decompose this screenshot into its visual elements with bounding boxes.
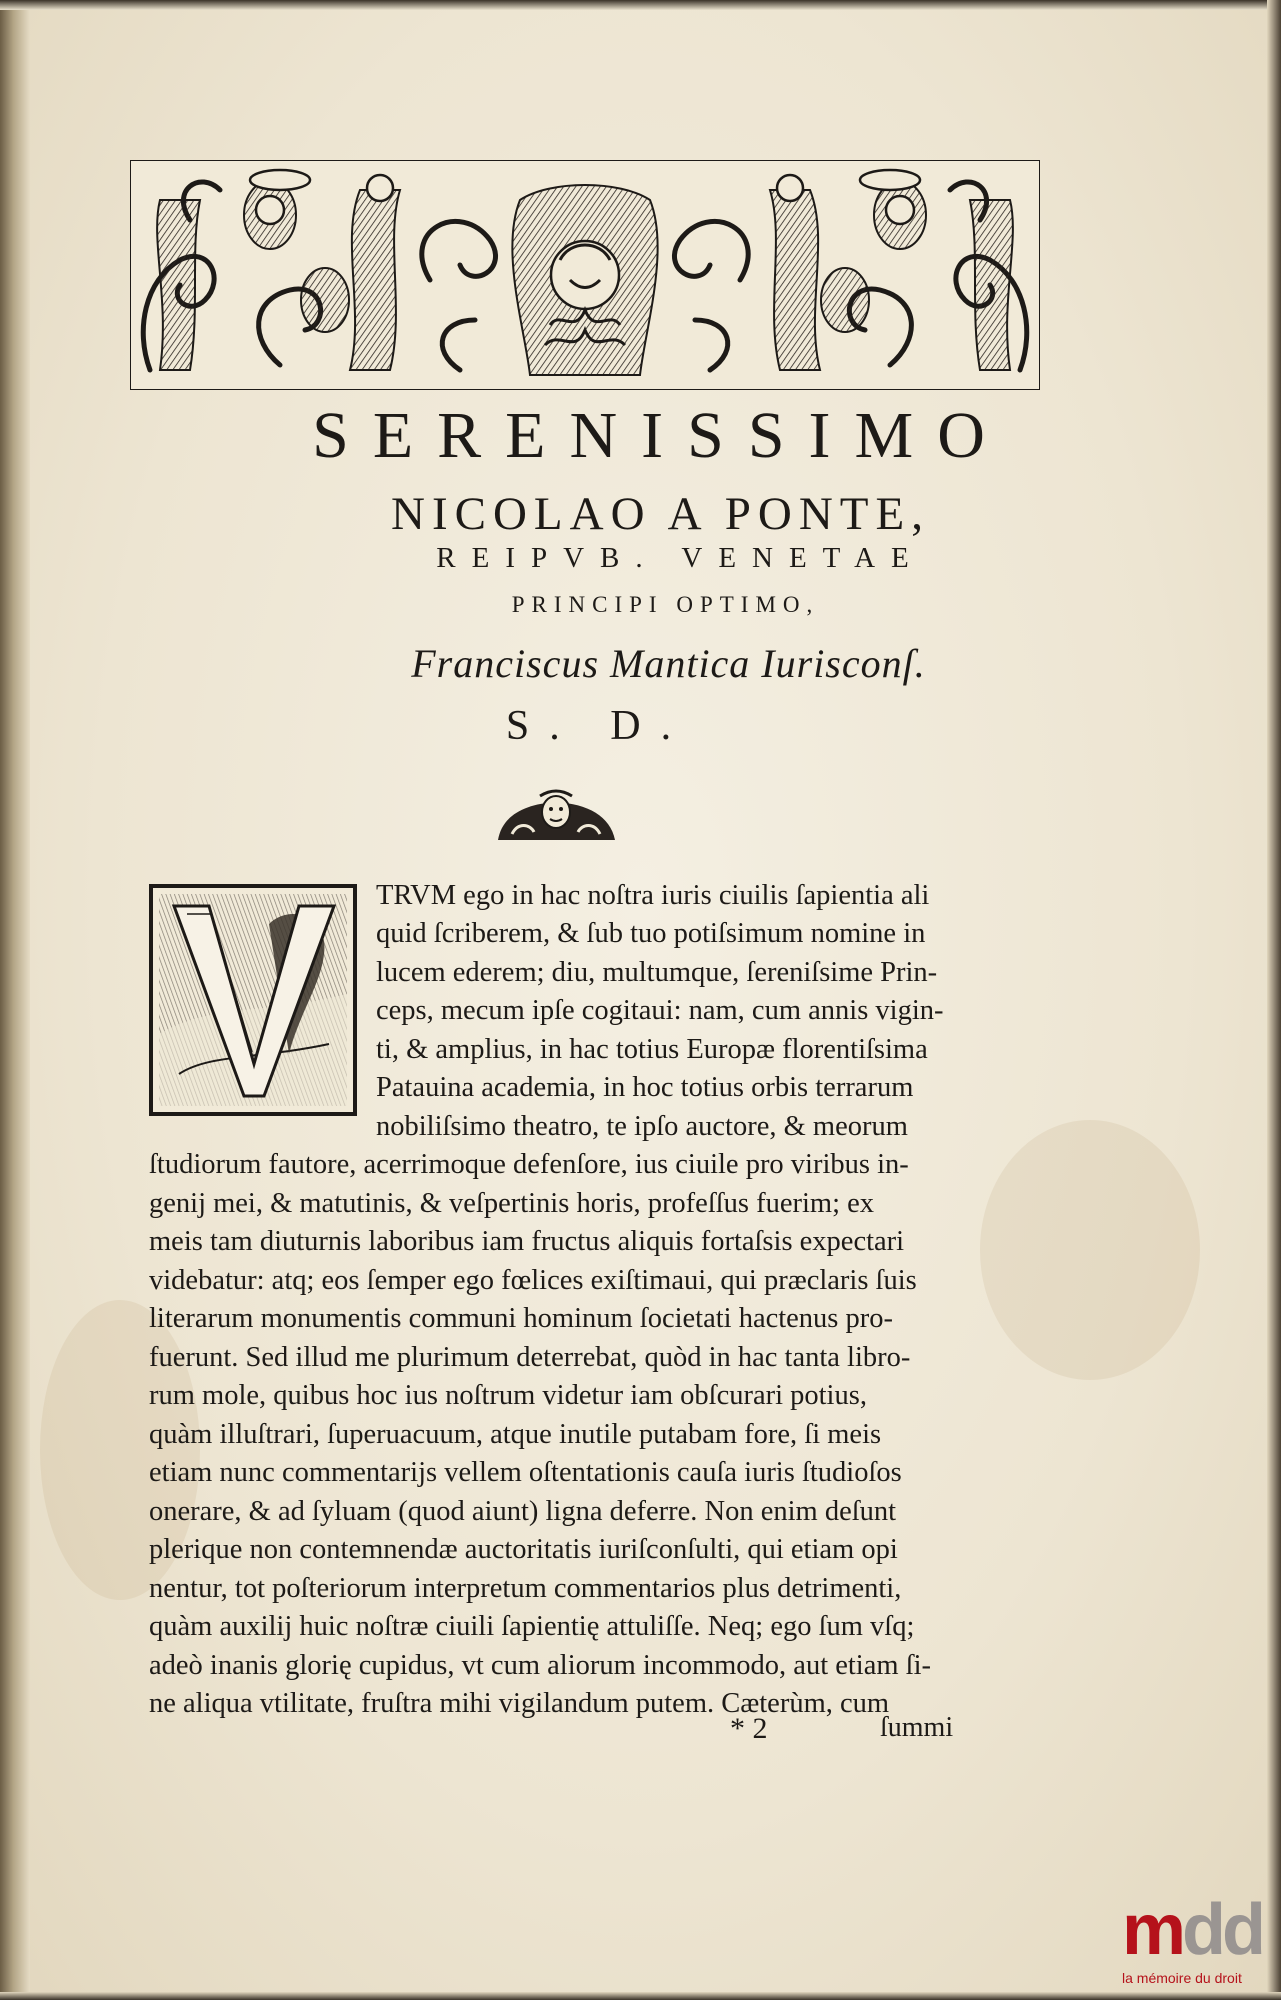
body-line: ne aliqua vtilitate, fruſtra mihi vigilandum putem. Cæterùm, cum	[149, 1688, 890, 1719]
page-bottom-edge	[0, 1992, 1281, 2000]
body-line: etiam nunc commentarijs vellem oſtentationis cauſa iuris ſtudioſos	[149, 1457, 902, 1488]
body-line: ceps, mecum ipſe cogitaui: nam, cum annis vigin-	[376, 995, 944, 1026]
body-line: meis tam diuturnis laboribus iam fructus aliquis fortaſsis expectari	[149, 1226, 905, 1257]
body-line: nentur, tot poſteriorum interpretum commentarios plus detrimenti,	[149, 1573, 902, 1604]
ornamental-headpiece	[130, 160, 1040, 390]
title-republic: REIPVB. VENETAE	[436, 542, 925, 574]
body-line: genij mei, & matutinis, & veſpertinis horis, profeſſus fuerim; ex	[149, 1188, 875, 1219]
body-line: rum mole, quibus hoc ius noſtrum videtur iam obſcurari potius,	[149, 1380, 867, 1411]
watermark-logo	[1122, 1890, 1272, 1994]
body-line: quid ſcriberem, & ſub tuo potiſsimum nomine in	[376, 918, 926, 949]
body-line: quàm illuſtrari, ſuperuacuum, atque inutile putabam fore, ſi meis	[149, 1419, 882, 1450]
author-line: Franciscus Mantica Iurisconſ.	[411, 641, 926, 686]
body-line: nobiliſsimo theatro, te ipſo auctore, & meorum	[376, 1111, 908, 1142]
woodcut-initial-letter-icon	[149, 884, 357, 1116]
body-line: adeò inanis glorię cupidus, vt cum aliorum incommodo, aut etiam ſi-	[149, 1650, 931, 1681]
decorated-initial	[149, 884, 357, 1116]
salutation: S. D.	[505, 703, 692, 749]
catchword: ſummi	[880, 1712, 954, 1743]
body-line: lucem ederem; diu, multumque, ſereniſsime Prin-	[376, 957, 938, 988]
body-line: fuerunt. Sed illud me plurimum deterrebat, quòd in hac tanta libro-	[149, 1342, 911, 1373]
watermark-tagline: la mémoire du droit	[1122, 1970, 1242, 1986]
body-line: ti, & amplius, in hac totius Europæ florentiſsima	[376, 1034, 928, 1065]
watermark-logo-letters: mdd	[1122, 1890, 1262, 1970]
tailpiece-ornament	[494, 786, 619, 842]
body-line: videbatur: atq; eos ſemper ego fœlices exiſtimaui, qui præclaris ſuis	[149, 1265, 917, 1296]
title-prince: PRINCIPI OPTIMO,	[511, 592, 820, 617]
body-line: TRVM ego in hac noſtra iuris ciuilis ſapientia ali	[376, 880, 930, 911]
title-dedicatee-honorific: SERENISSIMO	[312, 399, 1009, 472]
book-spine-shadow	[0, 0, 30, 2000]
title-dedicatee-name: NICOLAO A PONTE,	[391, 488, 930, 540]
body-line: onerare, & ad ſyluam (quod aiunt) ligna deferre. Non enim deſunt	[149, 1496, 897, 1527]
body-line: plerique non contemnendæ auctoritatis iuriſconſulti, qui etiam opi	[149, 1534, 898, 1565]
body-line: quàm auxilij huic noſtræ ciuili ſapientię attuliſſe. Neq; ego ſum vſq;	[149, 1611, 915, 1642]
paper-stain	[980, 1120, 1200, 1380]
body-line: ſtudiorum fautore, acerrimoque defenſore, ius ciuile pro viribus in-	[149, 1149, 909, 1180]
page-top-edge	[0, 0, 1281, 10]
body-line: literarum monumentis communi hominum ſocietati hactenus pro-	[149, 1303, 894, 1334]
tailpiece-ornament-icon	[494, 786, 619, 842]
body-line: Patauina academia, in hoc totius orbis terrarum	[376, 1072, 914, 1103]
signature-mark: * 2	[730, 1712, 768, 1745]
ornamental-woodcut-headpiece-icon	[130, 160, 1040, 390]
page-right-edge	[1267, 0, 1281, 2000]
